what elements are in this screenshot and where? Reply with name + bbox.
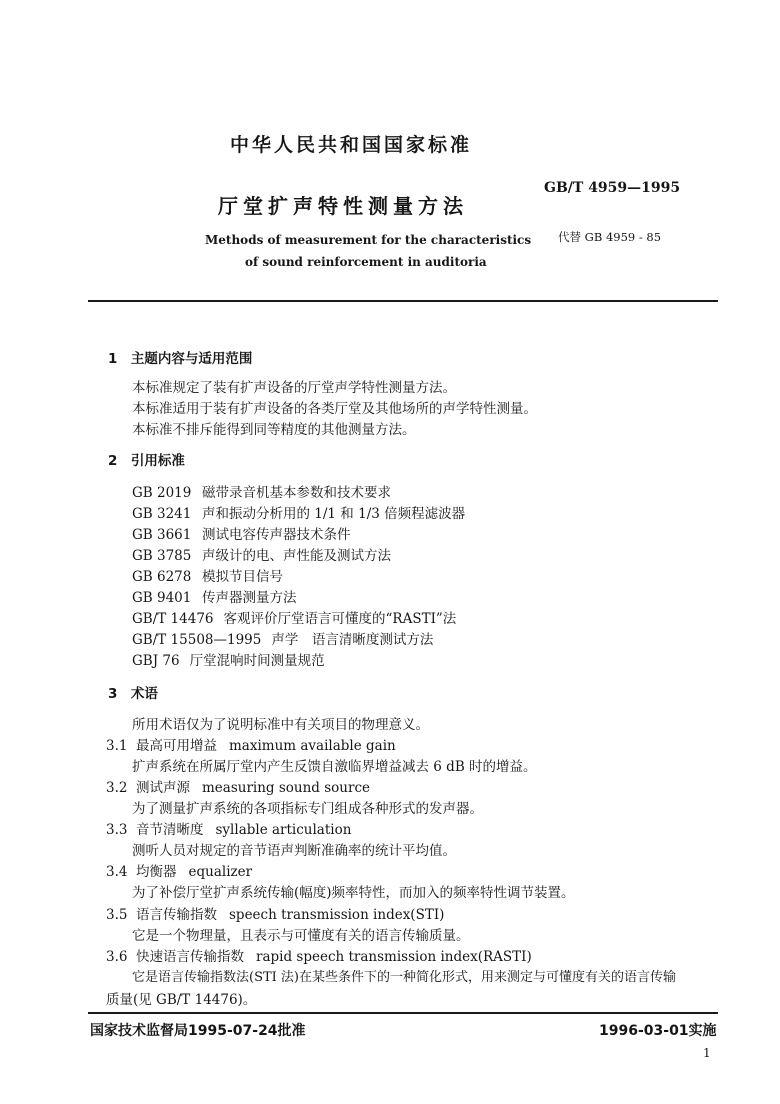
term-number: 3.1 (106, 738, 128, 754)
term-name-cn: 快速语言传输指数 (136, 949, 244, 965)
reference-title: 传声器测量方法 (202, 590, 297, 606)
term-name-cn: 音节清晰度 (136, 822, 204, 838)
section2-heading: 2 引用标准 (108, 453, 185, 469)
term-heading (106, 734, 396, 754)
section1-para: 本标准适用于装有扩声设备的各类厅堂及其他场所的声学特性测量。 (132, 401, 537, 417)
term-name-en: speech transmission index(STI) (229, 907, 445, 923)
reference-code: GB 9401 (132, 590, 192, 606)
term-number: 3.5 (106, 907, 128, 923)
reference-code: GB 3785 (132, 548, 192, 564)
term-definition-continued: 质量(见 GB/T 14476)。 (106, 992, 257, 1008)
term-heading (106, 818, 351, 838)
term-heading (106, 945, 532, 965)
term-name-en: syllable articulation (215, 822, 352, 838)
reference-title: 厅堂混响时间测量规范 (189, 653, 325, 669)
std-title-en-line2: of sound reinforcement in auditoria (245, 255, 487, 269)
section1-para: 本标准不排斥能得到同等精度的其他测量方法。 (132, 422, 416, 438)
term-definition: 测听人员对规定的音节语声判断准确率的统计平均值。 (132, 843, 456, 859)
term-name-cn: 均衡器 (136, 864, 177, 880)
term-name-cn: 语言传输指数 (136, 907, 217, 923)
std-number: GB/T 4959—1995 (544, 180, 681, 196)
reference-item (132, 586, 297, 606)
reference-code: GBJ 76 (132, 653, 180, 669)
reference-item (132, 565, 283, 585)
effective-date: 1996-03-01实施 (599, 1023, 717, 1039)
reference-item (132, 523, 351, 543)
reference-code: GB/T 15508—1995 (132, 632, 262, 648)
term-number: 3.3 (106, 822, 128, 838)
std-title-en-line1: Methods of measurement for the characteristics (205, 233, 532, 247)
term-name-en: rapid speech transmission index(RASTI) (256, 949, 532, 965)
approval-note: 国家技术监督局1995-07-24批准 (90, 1023, 306, 1039)
term-name-en: equalizer (188, 864, 253, 880)
reference-item (132, 502, 465, 522)
term-name-en: maximum available gain (229, 738, 396, 754)
term-name-cn: 最高可用增益 (136, 738, 217, 754)
reference-title: 声级计的电、声性能及测试方法 (202, 548, 391, 564)
reference-item (132, 628, 433, 648)
term-number: 3.2 (106, 780, 128, 796)
reference-code: GB 3241 (132, 506, 192, 522)
term-number: 3.4 (106, 864, 128, 880)
section3-heading: 3 术语 (108, 686, 158, 702)
reference-title: 客观评价厅堂语言可懂度的“RASTI”法 (223, 611, 457, 627)
section1-heading: 1 主题内容与适用范围 (108, 351, 253, 367)
reference-title: 测试电容传声器技术条件 (202, 527, 351, 543)
reference-item (132, 544, 391, 564)
term-name-en: measuring sound source (202, 780, 370, 796)
header-divider (88, 300, 718, 302)
reference-code: GB 3661 (132, 527, 192, 543)
section1-para: 本标准规定了装有扩声设备的厅堂声学特性测量方法。 (132, 380, 456, 396)
std-title-cn: 厅堂扩声特性测量方法 (218, 194, 468, 218)
reference-item (132, 607, 456, 627)
reference-code: GB/T 14476 (132, 611, 214, 627)
term-name-cn: 测试声源 (136, 780, 190, 796)
term-number: 3.6 (106, 949, 128, 965)
reference-title: 声学 语言清晰度测试方法 (271, 632, 434, 648)
replaces-note: 代替 GB 4959 - 85 (558, 230, 662, 244)
footer-divider (88, 1012, 718, 1014)
term-heading (106, 860, 252, 880)
term-definition: 它是一个物理量，且表示与可懂度有关的语言传输质量。 (132, 928, 470, 944)
reference-title: 模拟节目信号 (202, 569, 283, 585)
reference-title: 声和振动分析用的 1/1 和 1/3 倍频程滤波器 (202, 506, 466, 522)
reference-item (132, 481, 391, 501)
term-definition: 扩声系统在所属厅堂内产生反馈自激临界增益减去 6 dB 时的增益。 (132, 759, 537, 775)
section3-intro: 所用术语仅为了说明标准中有关项目的物理意义。 (132, 717, 429, 733)
reference-code: GB 6278 (132, 569, 192, 585)
reference-code: GB 2019 (132, 485, 192, 501)
term-definition: 为了补偿厅堂扩声系统传输(幅度)频率特性，而加入的频率特性调节装置。 (132, 885, 575, 901)
term-definition: 它是语言传输指数法(STI 法)在某些条件下的一种简化形式，用来测定与可懂度有关的语言传输 (132, 970, 676, 985)
term-heading (106, 776, 370, 796)
reference-title: 磁带录音机基本参数和技术要求 (202, 485, 391, 501)
reference-item (132, 649, 325, 669)
page-number: 1 (703, 1046, 711, 1060)
org-title: 中华人民共和国国家标准 (230, 134, 473, 156)
term-heading (106, 903, 444, 923)
term-definition: 为了测量扩声系统的各项指标专门组成各种形式的发声器。 (132, 801, 483, 817)
